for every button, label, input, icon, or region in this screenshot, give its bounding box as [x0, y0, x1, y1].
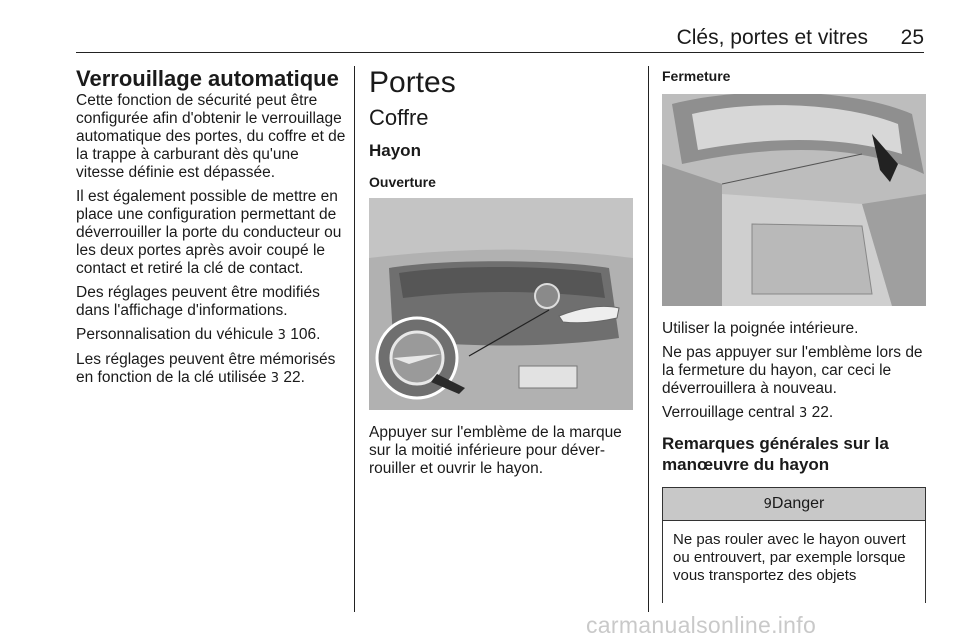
danger-label: Danger	[771, 495, 825, 512]
danger-text: Ne pas rouler avec le hayon ouvert ou entrouvert, par exemple lorsque vous transportez des objets	[673, 531, 906, 584]
paragraph: Utiliser la poignée intérieure.	[662, 320, 859, 337]
page-ref-link[interactable]: 22.	[811, 404, 834, 421]
section-heading: Remarques générales sur la manœuvre du hayon	[662, 434, 889, 474]
page-ref-link[interactable]: 22.	[283, 369, 305, 386]
reference-text: Personnalisation du véhicule	[76, 326, 274, 343]
danger-body	[663, 521, 925, 603]
middle-column	[369, 66, 633, 484]
column-divider	[354, 66, 355, 612]
subheading-opening: Ouverture	[369, 174, 436, 190]
danger-box	[662, 487, 926, 603]
paragraph: Des réglages peuvent être modifiés dans l'affichage d'informations.	[76, 284, 320, 319]
section-title: Coffre	[369, 105, 429, 130]
reference-paragraph	[662, 404, 926, 423]
page-number: 25	[900, 26, 924, 49]
column-divider	[648, 66, 649, 612]
subsection-title: Hayon	[369, 141, 421, 160]
chapter-title: Portes	[369, 66, 456, 99]
paragraph: Il est également possible de mettre en place une configuration permettant de déverrouiller la porte du conducteur ou les deux portes après avoir coupé le contact et retiré la clé de contact.	[76, 188, 342, 277]
reference-paragraph	[76, 351, 346, 388]
page-header	[76, 24, 924, 53]
reference-text: Verrouillage central	[662, 404, 795, 421]
right-column	[662, 66, 926, 603]
paragraph: Ne pas appuyer sur l'emblème lors de la fermeture du hayon, car ceci le déverrouillera à nouveau.	[662, 344, 923, 397]
left-column	[76, 66, 346, 394]
page-ref-link[interactable]: 106.	[290, 326, 321, 343]
page-ref-symbol: 3	[277, 328, 286, 343]
tailgate-closing-illustration	[662, 94, 926, 306]
tailgate-opening-illustration	[369, 198, 633, 410]
figure-caption: Appuyer sur l'emblème de la marque sur la moitié inférieure pour déverrouiller et ouvrir le hayon.	[369, 424, 622, 477]
reference-paragraph	[76, 326, 346, 345]
section-heading: Verrouillage automatique	[76, 66, 339, 91]
paragraph: Cette fonction de sécurité peut être configurée afin d'obtenir le verrouillage automatique des portes, du coffre et de la trappe à carburant dès qu'une vitesse définie est dépassée.	[76, 92, 346, 181]
warning-icon: 9	[763, 497, 772, 512]
watermark: carmanualsonline.info	[586, 612, 817, 638]
reference-text: Les réglages peuvent être mémorisés en fonction de la clé utilisée	[76, 351, 336, 386]
page-ref-symbol: 3	[270, 371, 280, 386]
subheading-closing: Fermeture	[662, 68, 731, 84]
danger-header	[663, 488, 925, 521]
header-title: Clés, portes et vitres	[676, 26, 868, 49]
page-ref-symbol: 3	[799, 406, 808, 421]
